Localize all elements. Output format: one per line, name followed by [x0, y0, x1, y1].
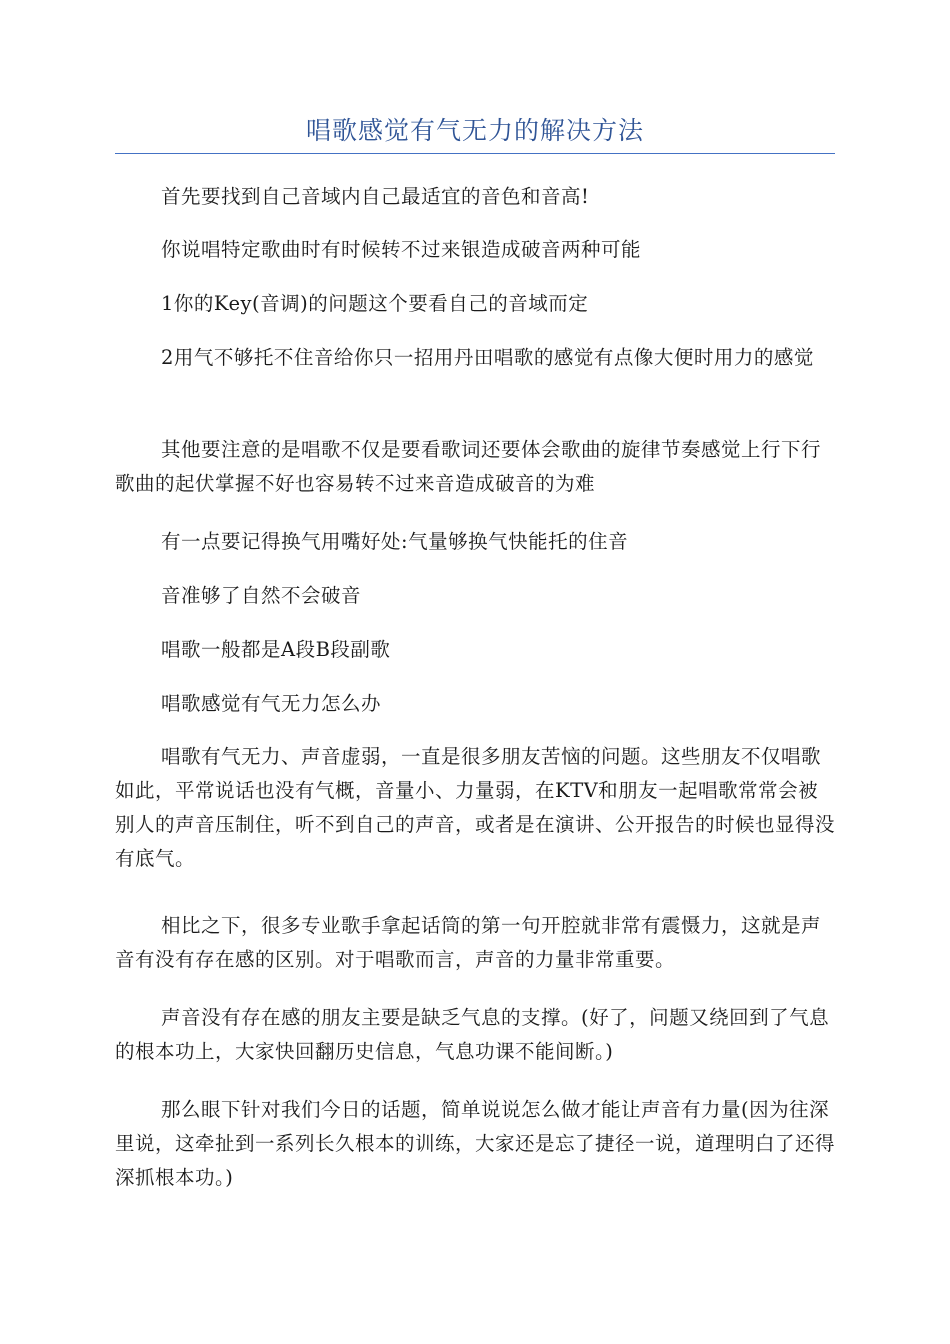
paragraph-11: 相比之下，很多专业歌手拿起话筒的第一句开腔就非常有震慑力，这就是声音有没有存在感的区别。对于唱歌而言，声音的力量非常重要。	[115, 914, 822, 971]
document-title: 唱歌感觉有气无力的解决方法	[305, 116, 644, 145]
paragraph-10: 唱歌有气无力、声音虚弱，一直是很多朋友苦恼的问题。这些朋友不仅唱歌如此，平常说话也没有气概，音量小、力量弱，在KTV和朋友一起唱歌常常会被别人的声音压制住，听不到自己的声音，或者是在演讲、公开报告的时候也显得没有底气。	[115, 745, 836, 870]
paragraph-1: 首先要找到自己音域内自己最适宜的音色和音高!	[161, 185, 590, 208]
paragraph-9: 唱歌感觉有气无力怎么办	[161, 692, 382, 715]
title-underline	[115, 153, 835, 154]
paragraph-6: 有一点要记得换气用嘴好处:气量够换气快能托的住音	[161, 530, 629, 553]
paragraph-5: 其他要注意的是唱歌不仅是要看歌词还要体会歌曲的旋律节奏感觉上行下行歌曲的起伏掌握不好也容易转不过来音造成破音的为难	[115, 438, 822, 495]
paragraph-12: 声音没有存在感的朋友主要是缺乏气息的支撑。(好了，问题又绕回到了气息的根本功上，大家快回翻历史信息，气息功课不能间断。)	[115, 1006, 830, 1063]
paragraph-7: 音准够了自然不会破音	[161, 584, 362, 607]
paragraph-4: 2用气不够托不住音给你只一招用丹田唱歌的感觉有点像大便时用力的感觉	[161, 346, 814, 369]
paragraph-3: 1你的Key(音调)的问题这个要看自己的音域而定	[161, 292, 589, 315]
paragraph-13: 那么眼下针对我们今日的话题，简单说说怎么做才能让声音有力量(因为往深里说，这牵扯到一系列长久根本的训练，大家还是忘了捷径一说，道理明白了还得深抓根本功。)	[115, 1098, 836, 1189]
paragraph-8: 唱歌一般都是A段B段副歌	[161, 638, 391, 661]
paragraph-2: 你说唱特定歌曲时有时候转不过来银造成破音两种可能	[161, 238, 642, 261]
